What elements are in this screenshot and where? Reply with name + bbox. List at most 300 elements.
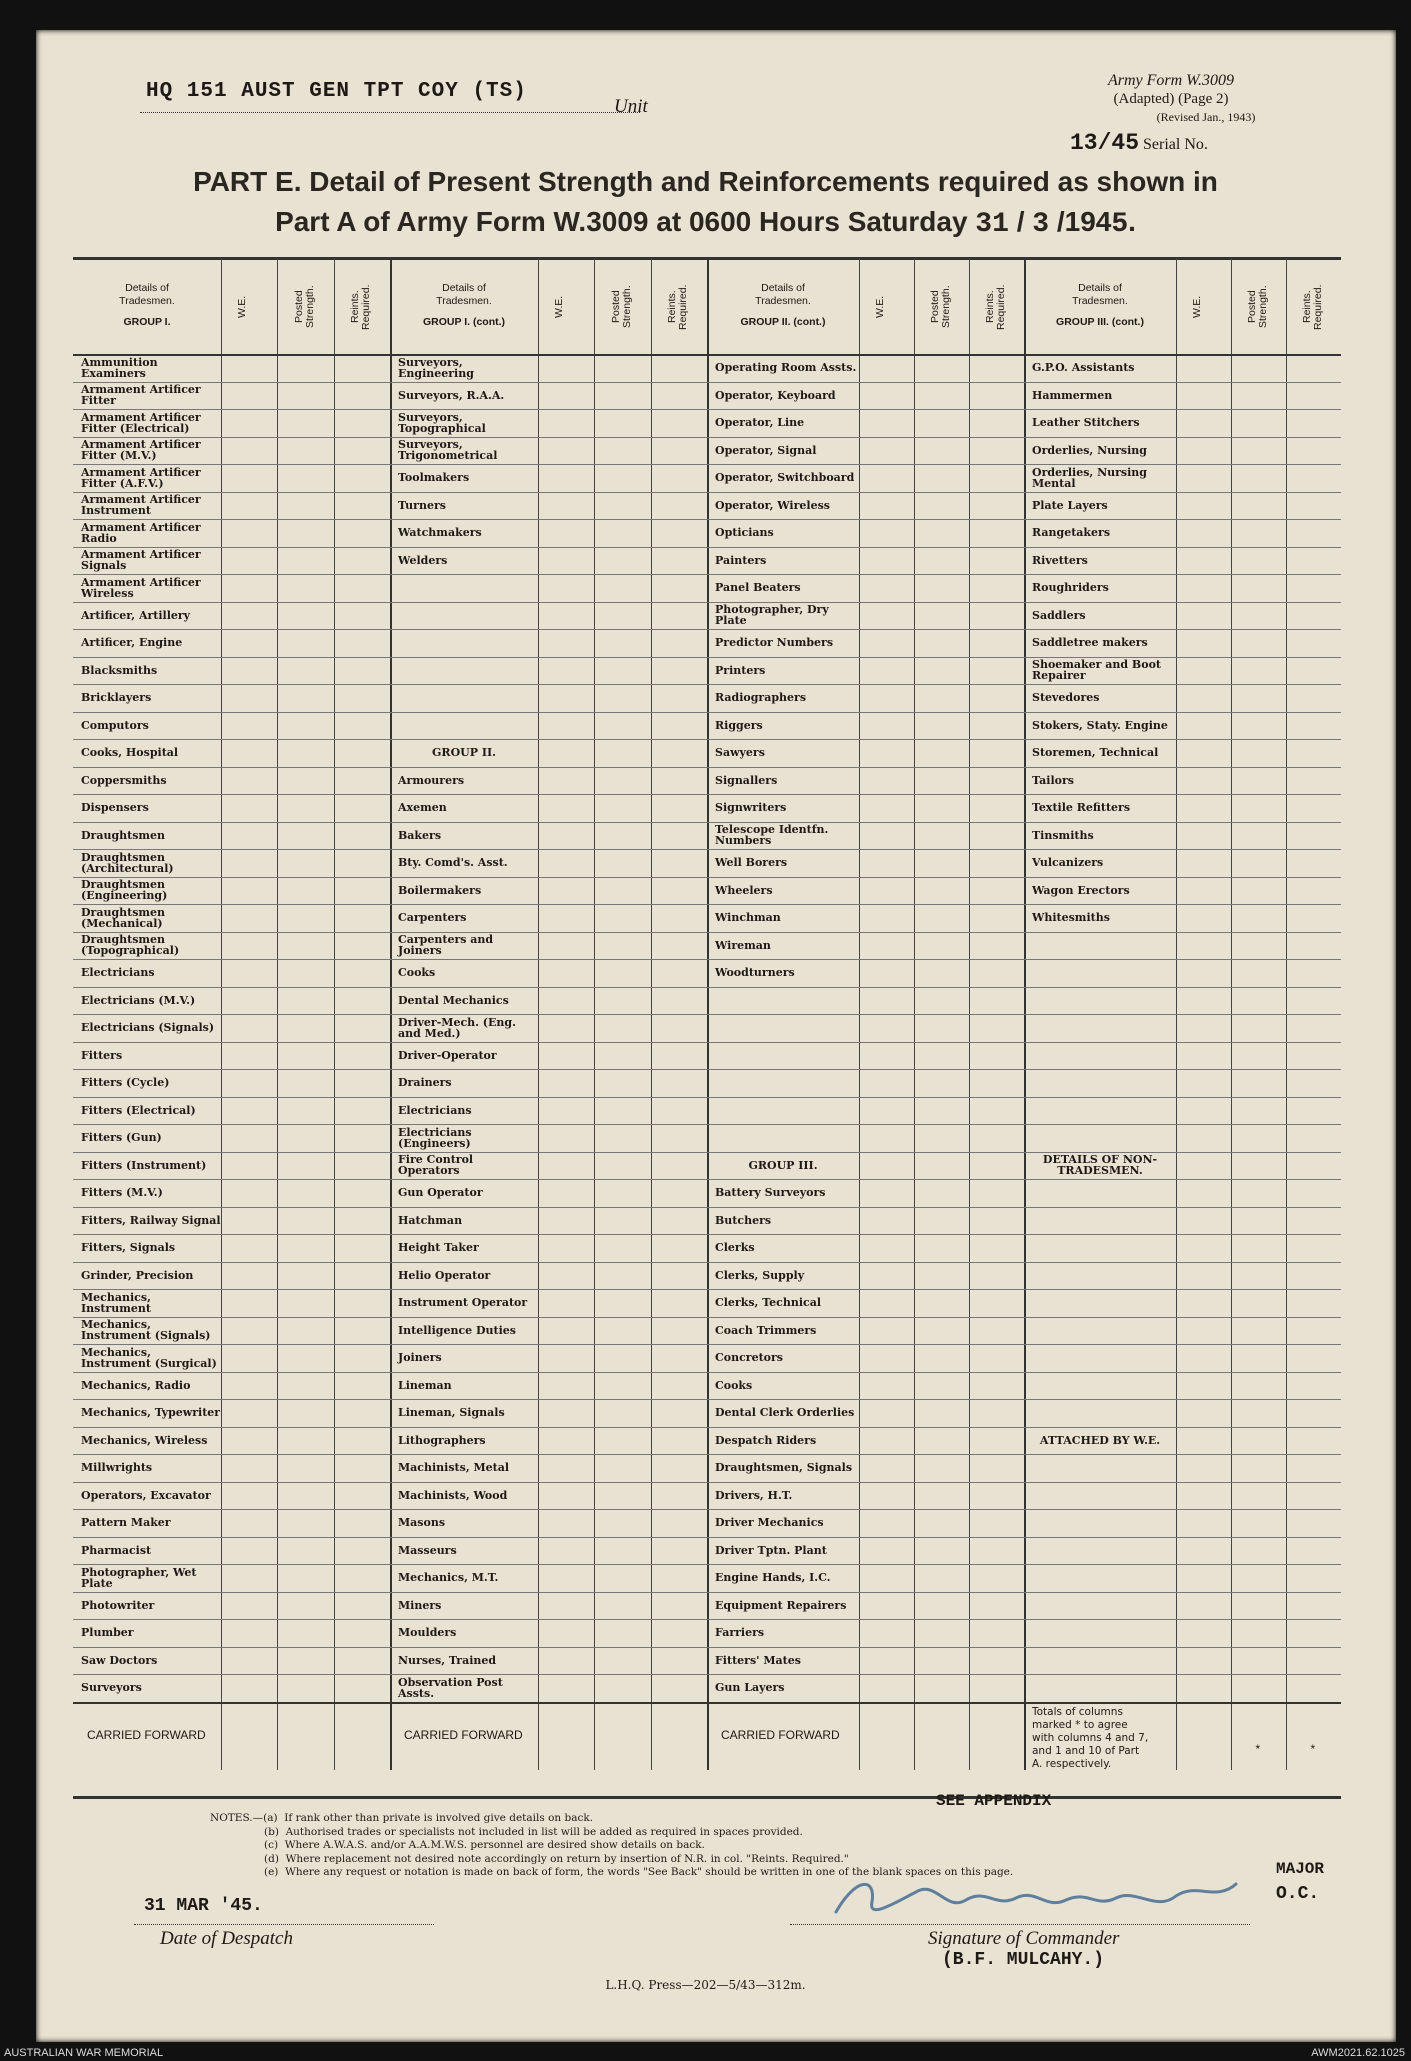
trade-row: Sawyers	[715, 746, 765, 760]
trade-row: Blacksmiths	[81, 663, 158, 677]
trade-row: Lithographers	[398, 1433, 486, 1447]
row-rule	[73, 822, 1341, 823]
trade-row: Gun Layers	[715, 1681, 785, 1695]
trade-row: Machinists, Metal	[398, 1461, 510, 1475]
trade-row: Butchers	[715, 1213, 772, 1227]
row-rule	[73, 1289, 1341, 1290]
trade-row: Fitters, Railway Signal	[81, 1213, 221, 1227]
trade-row: Drivers, H.T.	[715, 1488, 793, 1502]
trade-row: Millwrights	[81, 1461, 153, 1475]
trade-row: Armament Artificer Fitter (A.F.V.)	[81, 465, 201, 490]
sub-header-1: W.E.	[1190, 295, 1203, 319]
trade-row: Dispensers	[81, 801, 149, 815]
trade-row: Gun Operator	[398, 1186, 483, 1200]
column-heading-1	[73, 282, 221, 329]
trade-row: Electricians (Signals)	[81, 1021, 215, 1035]
trade-row: Battery Surveyors	[715, 1186, 826, 1200]
trade-row: Fitters (Instrument)	[81, 1158, 207, 1172]
blank-row	[390, 629, 538, 657]
row-rule	[73, 987, 1341, 988]
row-rule	[73, 1592, 1341, 1593]
trade-row: Mechanics, Wireless	[81, 1433, 208, 1447]
trade-row: Plumber	[81, 1626, 134, 1640]
blank-row	[1024, 1482, 1176, 1510]
blank-row	[1024, 1069, 1176, 1097]
trade-row: Masseurs	[398, 1543, 457, 1557]
trade-row: Fitters' Mates	[715, 1653, 801, 1667]
trade-row: Pharmacist	[81, 1543, 152, 1557]
serial-number	[1070, 130, 1208, 156]
trade-row: Miners	[398, 1598, 442, 1612]
date-month: 3	[1032, 209, 1050, 240]
trade-row: Opticians	[715, 526, 774, 540]
heading-line: Tradesmen.	[1072, 295, 1128, 307]
heading-line: Details of	[125, 282, 169, 294]
trade-row: Orderlies, Nursing Mental	[1032, 465, 1147, 490]
totals-note-line: with columns 4 and 7,	[1032, 1731, 1149, 1744]
archive-credit: AUSTRALIAN WAR MEMORIAL	[4, 2047, 164, 2059]
trade-row: Storemen, Technical	[1032, 746, 1159, 760]
unit-value: HQ 151 AUST GEN TPT COY (TS)	[146, 80, 527, 103]
blank-row	[390, 712, 538, 740]
trade-row: Coach Trimmers	[715, 1323, 817, 1337]
oc-stamp: O.C.	[1276, 1884, 1320, 1904]
form-revised: (Revised Jan., 1943)	[1156, 110, 1256, 124]
blank-row	[1024, 1014, 1176, 1042]
trade-row: Mechanics, Typewriter	[81, 1406, 221, 1420]
trade-row: Bricklayers	[81, 691, 152, 705]
blank-row	[707, 1069, 859, 1097]
date-day: 31	[975, 209, 1009, 240]
blank-row	[1024, 1234, 1176, 1262]
trade-row: Machinists, Wood	[398, 1488, 508, 1502]
trade-row: Coppersmiths	[81, 773, 167, 787]
sub-header-2: Posted Strength.	[1245, 285, 1269, 329]
row-rule	[73, 492, 1341, 493]
trade-row: Pattern Maker	[81, 1516, 171, 1530]
row-rule	[73, 1509, 1341, 1510]
trade-row: ATTACHED BY W.E.	[1039, 1433, 1161, 1447]
blank-row	[1024, 1317, 1176, 1345]
trade-row: Lineman, Signals	[398, 1406, 505, 1420]
carried-forward-label: CARRIED FORWARD	[87, 1727, 206, 1742]
trade-row: Cooks, Hospital	[81, 746, 179, 760]
row-rule	[73, 712, 1341, 713]
trade-row: Telescope Identfn. Numbers	[715, 823, 829, 848]
sub-header-1: W.E.	[236, 295, 249, 319]
trade-row: Operator, Switchboard	[715, 471, 855, 485]
trade-row: Shoemaker and Boot Repairer	[1032, 658, 1161, 683]
note-e: (e) Where any request or notation is made on back of form, the words "See Back" should be written in one of the blank spaces on this page.	[264, 1866, 1014, 1878]
table-bottom-rule	[73, 1796, 1341, 1799]
trade-row: Radiographers	[715, 691, 807, 705]
trade-row: Engine Hands, I.C.	[715, 1571, 831, 1585]
row-rule	[73, 602, 1341, 603]
row-rule	[73, 1399, 1341, 1400]
date-sep-1: /	[1016, 206, 1025, 237]
trade-row: Tinsmiths	[1032, 828, 1094, 842]
blank-row	[1024, 1454, 1176, 1482]
trade-row: Draughtsmen (Architectural)	[81, 850, 174, 875]
trade-row: Joiners	[398, 1351, 442, 1365]
blank-row	[707, 1014, 859, 1042]
trade-row: Driver-Mech. (Eng. and Med.)	[398, 1015, 516, 1040]
trade-row: Dental Clerk Orderlies	[715, 1406, 855, 1420]
trade-row: Observation Post Assts.	[398, 1675, 503, 1700]
totals-asterisk: *	[1255, 1741, 1261, 1756]
row-rule	[73, 1537, 1341, 1538]
blank-row	[390, 574, 538, 602]
heading-line: GROUP I. (cont.)	[422, 316, 506, 328]
trade-row: Hatchman	[398, 1213, 463, 1227]
row-rule	[73, 1372, 1341, 1373]
trade-row: Electricians	[398, 1103, 472, 1117]
heading-line: Details of	[1078, 282, 1122, 294]
trade-row: Draughtsmen	[81, 828, 166, 842]
trade-row: Despatch Riders	[715, 1433, 817, 1447]
sub-header-2: Posted Strength.	[292, 285, 316, 329]
trade-row: Wheelers	[715, 883, 773, 897]
trade-row: Mechanics, Instrument	[81, 1290, 151, 1315]
trade-row: Armament Artificer Fitter	[81, 383, 201, 408]
blank-row	[1024, 1592, 1176, 1620]
row-rule	[73, 1619, 1341, 1620]
row-rule	[73, 1674, 1341, 1675]
trade-row: Drainers	[398, 1076, 452, 1090]
column-heading-4	[1024, 282, 1176, 329]
trade-row: DETAILS OF NON-TRADESMEN.	[1042, 1153, 1158, 1178]
trade-row: Boilermakers	[398, 883, 482, 897]
heading-line: Tradesmen.	[436, 295, 492, 307]
trade-row: Surveyors	[81, 1681, 142, 1695]
trade-row: Armament Artificer Wireless	[81, 575, 201, 600]
sub-header-3: Reints. Required.	[665, 284, 689, 330]
trade-row: Surveyors, R.A.A.	[398, 388, 505, 402]
trade-row: Woodturners	[715, 966, 795, 980]
trade-row: Watchmakers	[398, 526, 482, 540]
trade-row: Masons	[398, 1516, 446, 1530]
row-rule	[73, 684, 1341, 685]
note-a: NOTES.—(a) If rank other than private is involved give details on back.	[210, 1812, 594, 1824]
row-rule	[73, 1069, 1341, 1070]
row-rule	[73, 1647, 1341, 1648]
blank-row	[390, 602, 538, 630]
heading-line: GROUP III. (cont.)	[1056, 316, 1144, 328]
trade-row: Turners	[398, 498, 446, 512]
date-year-prefix: /194	[1056, 206, 1112, 237]
trade-row: Artificer, Engine	[81, 636, 183, 650]
blank-row	[1024, 1289, 1176, 1317]
row-rule	[73, 767, 1341, 768]
trade-row: Stokers, Staty. Engine	[1032, 718, 1168, 732]
despatch-line	[134, 1924, 434, 1925]
trade-row: GROUP III.	[748, 1158, 818, 1172]
form-adapted: (Adapted) (Page 2)	[1113, 91, 1229, 107]
row-rule	[73, 1262, 1341, 1263]
trade-row: Signallers	[715, 773, 778, 787]
trade-row: Surveyors, Engineering	[398, 355, 474, 380]
trade-row: Driver Tptn. Plant	[715, 1543, 827, 1557]
trade-row: Fire Control Operators	[398, 1153, 474, 1178]
trade-row: Well Borers	[715, 856, 788, 870]
trade-row: Draughtsmen (Engineering)	[81, 878, 168, 903]
row-rule	[73, 464, 1341, 465]
date-year-digit: 5	[1111, 209, 1129, 240]
trade-row: Saddletree makers	[1032, 636, 1148, 650]
blank-row	[1024, 1097, 1176, 1125]
blank-row	[707, 1097, 859, 1125]
unit-label: Unit	[614, 96, 648, 117]
blank-row	[1024, 959, 1176, 987]
row-rule	[73, 1482, 1341, 1483]
trade-row: Intelligence Duties	[398, 1323, 516, 1337]
row-rule	[73, 904, 1341, 905]
row-rule	[73, 1124, 1341, 1125]
trade-row: Bty. Comd's. Asst.	[398, 856, 508, 870]
trade-row: Vulcanizers	[1032, 856, 1104, 870]
despatch-label: Date of Despatch	[160, 1928, 293, 1949]
column-heading-2	[390, 282, 538, 329]
totals-note-line: marked * to agree	[1032, 1718, 1128, 1731]
trade-row: Draughtsmen (Topographical)	[81, 933, 180, 958]
note-b: (b) Authorised trades or specialists not included in list will be added as required in spaces provided.	[264, 1825, 803, 1838]
carried-forward-label: CARRIED FORWARD	[404, 1727, 523, 1742]
trade-row: GROUP II.	[432, 746, 496, 760]
heading-line: Tradesmen.	[119, 295, 175, 307]
trade-row: Armourers	[398, 773, 465, 787]
trade-row: Stevedores	[1032, 691, 1100, 705]
row-rule	[73, 1454, 1341, 1455]
trade-row: Roughriders	[1032, 581, 1109, 595]
trade-row: Fitters (Cycle)	[81, 1076, 170, 1090]
row-rule	[73, 1207, 1341, 1208]
trade-row: Saw Doctors	[81, 1653, 158, 1667]
signature-line	[790, 1924, 1250, 1925]
trade-row: Hammermen	[1032, 388, 1113, 402]
sub-header-1: W.E.	[553, 295, 566, 319]
trade-row: Operators, Excavator	[81, 1488, 211, 1502]
trade-row: Operator, Line	[715, 416, 805, 430]
trade-row: Plate Layers	[1032, 498, 1108, 512]
row-rule	[73, 959, 1341, 960]
trade-row: Lineman	[398, 1378, 452, 1392]
row-rule	[73, 1427, 1341, 1428]
heading-line: GROUP I.	[123, 316, 171, 328]
trade-row: Textile Refitters	[1032, 801, 1131, 815]
trade-row: Ammunition Examiners	[81, 355, 158, 380]
trade-row: Draughtsmen, Signals	[715, 1461, 853, 1475]
title-prefix: Part A of Army Form W.3009 at 0600 Hours Saturday	[275, 206, 968, 237]
trade-row: Mechanics, M.T.	[398, 1571, 499, 1585]
row-rule	[73, 409, 1341, 410]
row-rule	[73, 1152, 1341, 1153]
row-rule	[73, 1702, 1341, 1704]
trade-row: Surveyors, Topographical	[398, 410, 486, 435]
trade-row: Dental Mechanics	[398, 993, 509, 1007]
trade-row: Computors	[81, 718, 149, 732]
sub-header-2: Posted Strength.	[928, 285, 952, 329]
row-rule	[73, 629, 1341, 630]
trade-row: Wagon Erectors	[1032, 883, 1130, 897]
trade-row: Mechanics, Instrument (Signals)	[81, 1318, 211, 1343]
row-rule	[73, 1179, 1341, 1180]
trade-row: Electricians	[81, 966, 155, 980]
signer-name: (B.F. MULCAHY.)	[942, 1950, 1105, 1970]
blank-row	[1024, 1619, 1176, 1647]
signature-label: Signature of Commander	[928, 1928, 1120, 1949]
row-rule	[73, 877, 1341, 878]
trade-row: Riggers	[715, 718, 763, 732]
trade-row: Clerks	[715, 1241, 755, 1255]
see-appendix-stamp: SEE APPENDIX	[936, 1792, 1052, 1810]
trade-row: Armament Artificer Radio	[81, 520, 201, 545]
blank-row	[390, 657, 538, 685]
trade-row: Farriers	[715, 1626, 765, 1640]
trade-row: Helio Operator	[398, 1268, 491, 1282]
trade-row: Panel Beaters	[715, 581, 801, 595]
trade-row: Rangetakers	[1032, 526, 1111, 540]
blank-row	[1024, 1564, 1176, 1592]
trade-row: Photographer, Dry Plate	[715, 603, 829, 628]
trade-row: Orderlies, Nursing	[1032, 443, 1147, 457]
trade-row: Wireman	[715, 938, 771, 952]
trade-row: Driver Mechanics	[715, 1516, 824, 1530]
trade-row: Armament Artificer Fitter (M.V.)	[81, 438, 201, 463]
trade-row: Printers	[715, 663, 766, 677]
trade-row: Moulders	[398, 1626, 457, 1640]
trade-row: G.P.O. Assistants	[1032, 361, 1135, 375]
date-end: .	[1128, 206, 1136, 237]
rank-stamp: MAJOR	[1276, 1860, 1325, 1878]
row-rule	[73, 547, 1341, 548]
header-rule	[73, 354, 1341, 356]
form-identifier	[1071, 72, 1271, 126]
row-rule	[73, 519, 1341, 520]
row-rule	[73, 1042, 1341, 1043]
trade-row: Surveyors, Trigonometrical	[398, 438, 498, 463]
row-rule	[73, 382, 1341, 383]
blank-row	[1024, 1179, 1176, 1207]
trade-row: Equipment Repairers	[715, 1598, 847, 1612]
sub-header-2: Posted Strength.	[609, 285, 633, 329]
trade-row: Grinder, Precision	[81, 1268, 194, 1282]
trade-row: Armament Artificer Instrument	[81, 493, 201, 518]
trade-row: Cooks	[715, 1378, 753, 1392]
blank-row	[1024, 987, 1176, 1015]
trade-row: Mechanics, Instrument (Surgical)	[81, 1345, 217, 1370]
form-title-line2	[0, 206, 1411, 240]
trade-row: Photographer, Wet Plate	[81, 1565, 197, 1590]
row-rule	[73, 1317, 1341, 1318]
serial-label: Serial No.	[1143, 136, 1208, 153]
trade-row: Predictor Numbers	[715, 636, 834, 650]
trade-row: Fitters	[81, 1048, 123, 1062]
trade-row: Signwriters	[715, 801, 787, 815]
blank-row	[707, 987, 859, 1015]
blank-row	[390, 684, 538, 712]
trade-row: Fitters, Signals	[81, 1241, 176, 1255]
trade-row: Driver-Operator	[398, 1048, 497, 1062]
trade-row: Tailors	[1032, 773, 1074, 787]
row-rule	[73, 1014, 1341, 1015]
trade-row: Instrument Operator	[398, 1296, 528, 1310]
note-c: (c) Where A.W.A.S. and/or A.A.M.W.S. personnel are desired show details on back.	[264, 1839, 705, 1851]
trade-row: Cooks	[398, 966, 436, 980]
trade-row: Electricians (Engineers)	[398, 1125, 472, 1150]
trade-row: Operator, Signal	[715, 443, 817, 457]
row-rule	[73, 932, 1341, 933]
trade-row: Fitters (Electrical)	[81, 1103, 196, 1117]
trade-row: Artificer, Artillery	[81, 608, 191, 622]
trade-row: Rivetters	[1032, 553, 1088, 567]
row-rule	[73, 849, 1341, 850]
trade-row: Nurses, Trained	[398, 1653, 497, 1667]
blank-row	[1024, 1509, 1176, 1537]
carried-forward-label: CARRIED FORWARD	[721, 1727, 840, 1742]
heading-line: Tradesmen.	[755, 295, 811, 307]
totals-note-line: Totals of columns	[1032, 1705, 1123, 1718]
trade-row: Clerks, Technical	[715, 1296, 821, 1310]
trade-row: Armament Artificer Signals	[81, 548, 201, 573]
totals-note-line: and 1 and 10 of Part	[1032, 1744, 1140, 1757]
blank-row	[1024, 1207, 1176, 1235]
heading-line: Details of	[442, 282, 486, 294]
sub-header-3: Reints. Required.	[1300, 284, 1324, 330]
trade-row: Photowriter	[81, 1598, 155, 1612]
heading-line: GROUP II. (cont.)	[740, 316, 826, 328]
trade-row: Operating Room Assts.	[715, 361, 857, 375]
blank-row	[1024, 1262, 1176, 1290]
trade-row: Carpenters and Joiners	[398, 933, 494, 958]
trade-row: Operator, Keyboard	[715, 388, 836, 402]
sub-header-3: Reints. Required.	[348, 284, 372, 330]
trade-row: Draughtsmen (Mechanical)	[81, 905, 166, 930]
trade-row: Clerks, Supply	[715, 1268, 805, 1282]
note-d: (d) Where replacement not desired note accordingly on return by insertion of N.R. in col. "Reints. Required."	[264, 1852, 849, 1865]
sub-header-3: Reints. Required.	[983, 284, 1007, 330]
trade-row: Whitesmiths	[1032, 911, 1110, 925]
row-rule	[73, 1344, 1341, 1345]
blank-row	[1024, 1537, 1176, 1565]
column-heading-3	[707, 282, 859, 329]
blank-row	[1024, 1674, 1176, 1702]
commander-signature	[826, 1872, 1266, 1922]
row-rule	[73, 1097, 1341, 1098]
blank-row	[1024, 1399, 1176, 1427]
trade-row: Axemen	[398, 801, 447, 815]
row-rule	[73, 657, 1341, 658]
trade-row: Saddlers	[1032, 608, 1086, 622]
row-rule	[73, 739, 1341, 740]
archive-id: AWM2021.62.1025	[1311, 2047, 1405, 2059]
trade-row: Height Taker	[398, 1241, 479, 1255]
trade-row: Toolmakers	[398, 471, 470, 485]
blank-row	[1024, 1372, 1176, 1400]
trade-row: Concretors	[715, 1351, 783, 1365]
trade-row: Carpenters	[398, 911, 467, 925]
row-rule	[73, 794, 1341, 795]
trade-row: Fitters (Gun)	[81, 1131, 162, 1145]
blank-row	[1024, 932, 1176, 960]
trade-row: Leather Stitchers	[1032, 416, 1140, 430]
row-rule	[73, 1234, 1341, 1235]
despatch-date-value: 31 MAR '45.	[144, 1896, 263, 1916]
trade-row: Armament Artificer Fitter (Electrical)	[81, 410, 201, 435]
totals-note	[1032, 1706, 1176, 1771]
trade-row: Electricians (M.V.)	[81, 993, 196, 1007]
form-title-line1: PART E. Detail of Present Strength and Reinforcements required as shown in	[193, 166, 1218, 197]
form-number: Army Form W.3009	[1107, 72, 1235, 89]
